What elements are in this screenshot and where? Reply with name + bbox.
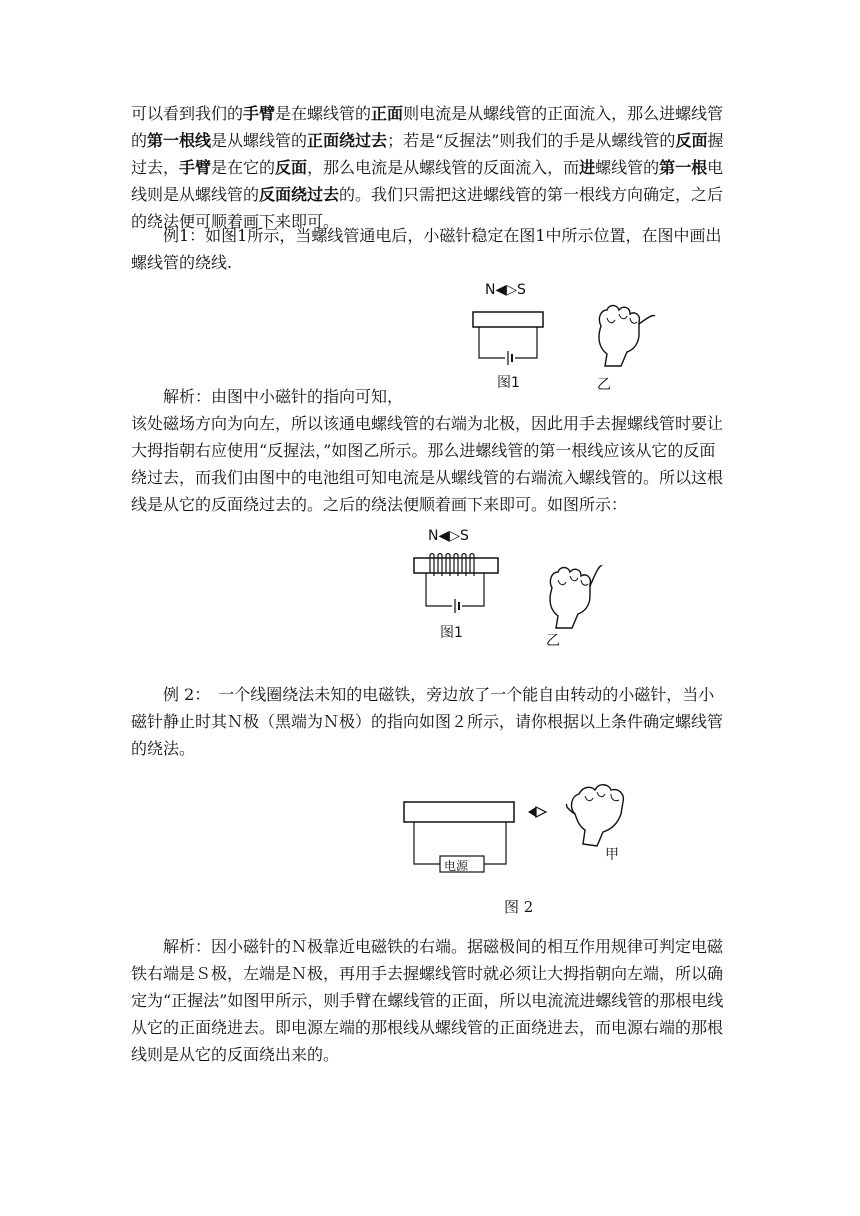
example1-analysis-lead: 解析：由图中小磁针的指向可知， [163, 387, 404, 406]
example2-analysis: 解析：因小磁针的Ｎ极靠近电磁铁的右端。据磁极间的相互作用规律可判定电磁铁右端是Ｓ极，左端是Ｎ极，再用手去握螺线管时就必须让大拇指朝向左端，所以确定为“正握法”如图甲所示，则手臂在螺线管的正面，所以电流流进螺线管的那根电线从它的正面绕进去。即电源左端的那根线从螺线管的正面绕进去，而电源右端的那根线则是从它的反面绕出来的。 [131, 937, 724, 1064]
hand-icon [538, 558, 608, 638]
hand-caption: 甲 [605, 847, 619, 863]
hand-caption: 乙 [597, 377, 611, 393]
figure2-caption: 图 2 [504, 898, 534, 916]
example1-statement: 例1：如图1所示，当螺线管通电后，小磁针稳定在图1中所示位置，在图中画出螺线管的绕线. [131, 226, 722, 272]
figure1-solution [408, 528, 608, 648]
hand-caption: 乙 [546, 633, 560, 649]
example1-analysis-body: 该处磁场方向为向左，所以该通电螺线管的右端为北极，因此用手去握螺线管时要让大拇指朝右应使用“反握法，”如图乙所示。那么进螺线管的第一根线应该从它的反面绕过去，而我们由图中的电池组可知电流是从螺线管的右端流入螺线管的。所以这根线是从它的反面绕过去的。之后的绕法便顺着画下来即可。如图所示： [131, 414, 724, 514]
intro-paragraph: 可以看到我们的手臂是在螺线管的正面则电流是从螺线管的正面流入，那么进螺线管的第一根线是从螺线管的正面绕过去；若是“反握法”则我们的手是从螺线管的反面握过去，手臂是在它的反面，那么电流是从螺线管的反面流入，而进螺线管的第一根电线则是从螺线管的反面绕过去的。我们只需把这进螺线管的第一根线方向确定，之后的绕法便可顺着画下来即可。 [131, 104, 724, 231]
compass-needle-label: N◀▷S [485, 282, 526, 298]
example2-statement: 例 2： 一个线圈绕法未知的电磁铁，旁边放了一个能自由转动的小磁针，当小磁针静止时其Ｎ极（黑端为Ｎ极）的指向如图２所示，请你根据以上条件确定螺线管的绕法。 [131, 685, 724, 758]
power-source-label: 电源 [444, 859, 469, 873]
figure1-caption: 图1 [497, 375, 520, 391]
hand-icon [565, 774, 645, 854]
figure1-problem [465, 282, 665, 392]
hand-icon [587, 296, 657, 376]
figure1-solution-caption: 图1 [440, 625, 463, 641]
compass-needle-label: N◀▷S [428, 528, 469, 544]
figure2 [400, 772, 660, 916]
